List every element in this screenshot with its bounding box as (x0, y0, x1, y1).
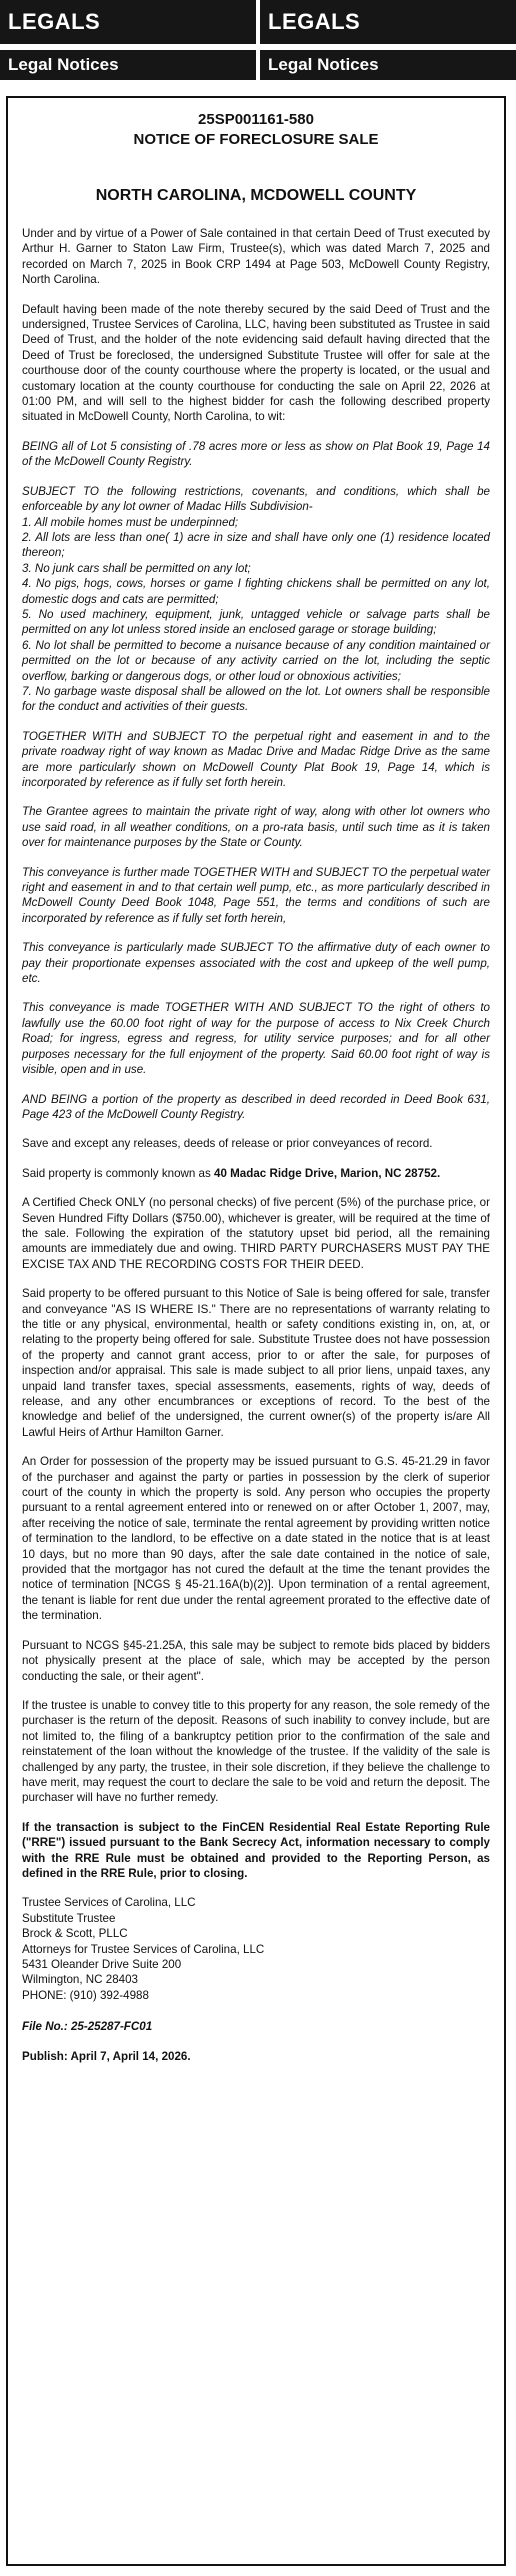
signature-line: Trustee Services of Carolina, LLC (22, 1896, 196, 1910)
paragraph-property-address (22, 1166, 490, 1181)
signature-line: Attorneys for Trustee Services of Carolina, LLC (22, 1942, 265, 1956)
header-column-right (260, 0, 516, 80)
paragraph-water-easement: This conveyance is further made TOGETHER WITH and SUBJECT TO the perpetual water right and easement in and to that certain well pump, etc., as more particularly described in McDowell County Deed Book 1048, Page 551, the terms and conditions of such are incorporated by reference as if fully set forth herein, (22, 865, 491, 925)
file-number: File No.: 25-25287-FC01 (22, 2020, 153, 2034)
paragraph-well-pump-duty: This conveyance is particularly made SUBJECT TO the affirmative duty of each owner to pay their proportionate expenses associated with the cost and upkeep of the well pump, etc. (22, 941, 490, 986)
signature-line: PHONE: (910) 392-4988 (22, 1988, 149, 2002)
paragraph-as-is: Said property to be offered pursuant to this Notice of Sale is being offered for sale, transfer and conveyance "AS IS WHERE IS." There are no representations of warranty relating to the title or any physical, environmental, health or safety conditions existing in, on, at, or relating to the property being offered for sale. Substitute Trustee does not have possession of the property and cannot grant access, prior to or after the sale, for purposes of inspection and/or appraisal. This sale is made subject to all prior liens, unpaid taxes, any unpaid land transfer taxes, special assessments, easements, rights of way, deeds of release, and any other encumbrances or exceptions of record. To the best of the knowledge and belief of the undersigned, the current owner(s) of the property is/are All Lawful Heirs of Arthur Hamilton Garner. (22, 1287, 490, 1439)
section-label-legals: LEGALS (0, 0, 256, 44)
restriction-item: 2. All lots are less than one( 1) acre in size and shall have only one (1) residence located thereon; (22, 530, 490, 560)
signature-block (22, 1895, 490, 2003)
paragraph-possession: An Order for possession of the property may be issued pursuant to G.S. 45-21.29 in favor of the purchaser and against the party or parties in possession by the clerk of superior court of the county in which the property is sold. Any person who occupies the property pursuant to a rental agreement entered into or renewed on or after October 1, 2007, may, after receiving the notice of sale, terminate the rental agreement by providing written notice of termination to the landlord, to be effective on a date stated in the notice that is at least 10 days, but no more than 90 days, after the sale date contained in the notice of sale, provided that the mortgagor has not cured the default at the time the tenant provides the notice of termination [NCGS § 45-21.16A(b)(2)]. Upon termination of a rental agreement, the tenant is liable for rent due under the rental agreement prorated to the effective date of the termination. (22, 1455, 490, 1623)
notice-county: NORTH CAROLINA, MCDOWELL COUNTY (95, 187, 417, 204)
restriction-item: 7. No garbage waste disposal shall be allowed on the lot. Lot owners shall be responsible for the conduct and activities of their guests. (22, 684, 490, 714)
section-label-legal-notices: Legal Notices (0, 50, 256, 80)
restriction-item: 3. No junk cars shall be permitted on any lot; (22, 561, 251, 575)
section-label-legals: LEGALS (260, 0, 516, 44)
paragraph-roadway-easement: TOGETHER WITH and SUBJECT TO the perpetual right and easement in and to the private roadway right of way known as Madac Drive and Madac Ridge Drive as the same are more particularly shown on McDowell County Plat Book 19, Page 14, which is incorporated by reference as if fully set forth herein. (22, 729, 490, 789)
signature-line: 5431 Oleander Drive Suite 200 (22, 1958, 182, 1971)
header-column-left (0, 0, 256, 80)
case-number: 25SP001161-580 (198, 111, 314, 128)
section-label-legal-notices: Legal Notices (260, 50, 516, 80)
paragraph-power-of-sale: Under and by virtue of a Power of Sale contained in that certain Deed of Trust executed by Arthur H. Garner to Staton Law Firm, Trustee(s), which was dated March 7, 2025 and recorded on March 7, 2025 in Book CRP 1494 at Page 503, McDowell County Registry, North Carolina. (22, 227, 490, 287)
paragraph-right-of-way: This conveyance is made TOGETHER WITH AND SUBJECT TO the right of others to lawfully use the 60.00 foot right of way for the purpose of access to Nix Creek Church Road; for ingress, egress and regress, for utility service purposes; and for all other purposes necessary for the full enjoyment of the property. Said 60.00 foot right of way is visible, open and in use. (22, 1001, 490, 1077)
paragraph-fincen: If the transaction is subject to the FinCEN Residential Real Estate Reporting Rule ("RRE") issued pursuant to the Bank Secrecy Act, information necessary to comply with the RRE Rule must be obtained and provided to the Reporting Person, as defined in the RRE Rule, prior to closing. (22, 1820, 490, 1880)
restrictions-intro: SUBJECT TO the following restrictions, covenants, and conditions, which shall be enforceable by any lot owner of Madac Hills Subdivision- (22, 484, 490, 514)
paragraph-deed-reference: AND BEING a portion of the property as described in deed recorded in Deed Book 631, Page 423 of the McDowell County Registry. (22, 1092, 490, 1121)
restriction-item: 6. No lot shall be permitted to become a nuisance because of any condition maintained or permitted on the lot or because of any activity carried on the lot, including the septic overflow, barking or dangerous dogs, or other loud or obnoxious activities; (22, 638, 490, 683)
paragraph-deposit: A Certified Check ONLY (no personal checks) of five percent (5%) of the purchase price, or Seven Hundred Fifty Dollars ($750.00), whichever is greater, will be required at the time of the sale. Following the expiration of the statutory upset bid period, all the remaining amounts are immediately due and owing. THIRD PARTY PURCHASERS MUST PAY THE EXCISE TAX AND THE RECORDING COSTS FOR THEIR DEED. (22, 1196, 490, 1271)
property-address: 40 Madac Ridge Drive, Marion, NC 28752. (214, 1166, 441, 1180)
paragraph-remote-bids: Pursuant to NCGS §45-21.25A, this sale may be subject to remote bids placed by bidders not physically present at the place of sale, which may be accepted by the person conducting the sale, or their agent". (22, 1638, 490, 1683)
paragraph-lot-description: BEING all of Lot 5 consisting of .78 acres more or less as show on Plat Book 19, Page 14 of the McDowell County Registry. (22, 439, 490, 469)
foreclosure-notice (6, 96, 506, 2566)
address-prefix: Said property is commonly known as (22, 1166, 215, 1180)
legals-header (0, 0, 516, 92)
paragraph-save-except: Save and except any releases, deeds of release or prior conveyances of record. (22, 1137, 433, 1151)
signature-line: Brock & Scott, PLLC (22, 1927, 128, 1941)
restriction-item: 4. No pigs, hogs, cows, horses or game I fighting chickens shall be permitted on any lot, domestic dogs and cats are permitted; (22, 577, 490, 606)
restrictions-block (22, 484, 490, 715)
paragraph-road-maintenance: The Grantee agrees to maintain the private right of way, along with other lot owners who use said road, in all weather conditions, on a pro-rata basis, until such time as it is taken over for maintenance purposes by the State or County. (22, 805, 490, 850)
restriction-item: 1. All mobile homes must be underpinned; (22, 515, 239, 529)
signature-line: Substitute Trustee (22, 1911, 116, 1925)
publish-dates: Publish: April 7, April 14, 2026. (22, 2049, 191, 2063)
paragraph-default: Default having been made of the note thereby secured by the said Deed of Trust and the undersigned, Trustee Services of Carolina, LLC, having been substituted as Trustee in said Deed of Trust, and the holder of the note evidencing said default having directed that the Deed of Trust be foreclosed, the undersigned Substitute Trustee will offer for sale at the courthouse door of the county courthouse where the property is located, or the usual and customary location at the county courthouse for conducting the sale on April 22, 2026 at 01:00 PM, and will sell to the highest bidder for cash the following described property situated in McDowell County, North Carolina, to wit: (22, 302, 490, 424)
paragraph-conveyance: If the trustee is unable to convey title to this property for any reason, the sole remedy of the purchaser is the return of the deposit. Reasons of such inability to convey include, but are not limited to, the filing of a bankruptcy petition prior to the confirmation of the sale and reinstatement of the loan without the knowledge of the trustee. If the validity of the sale is challenged by any party, the trustee, in their sole discretion, if they believe the challenge to have merit, may request the court to declare the sale to be void and return the deposit. The purchaser will have no further remedy. (22, 1698, 490, 1805)
restriction-item: 5. No used machinery, equipment, junk, untagged vehicle or salvage parts shall be permitted on any lot unless stored inside an enclosed garage or storage building; (22, 607, 490, 637)
notice-title: NOTICE OF FORECLOSURE SALE (133, 131, 379, 148)
signature-line: Wilmington, NC 28403 (22, 1973, 138, 1987)
